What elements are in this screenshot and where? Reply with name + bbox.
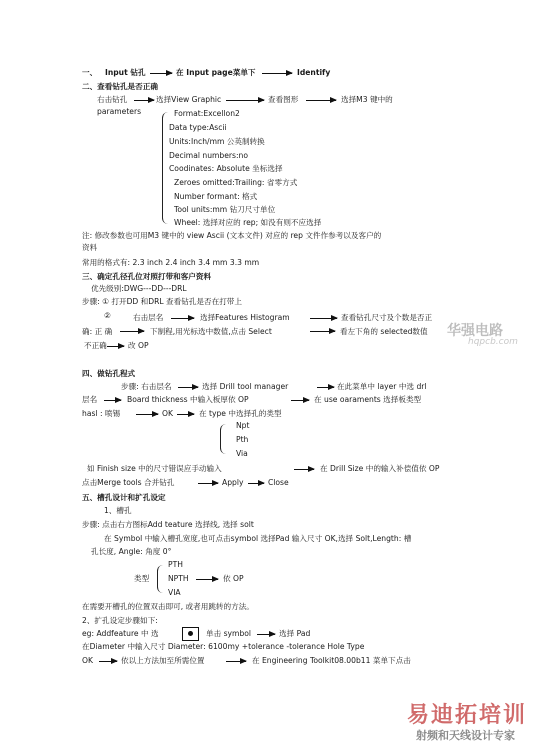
arrow [198, 483, 218, 484]
s3-s2b: 右击层名 [133, 313, 164, 322]
s4-type: Via [236, 449, 248, 458]
s2-item: Zeroes omitted:Trailing: 省零方式 [174, 178, 298, 187]
arrow [262, 73, 292, 74]
arrow [171, 318, 194, 319]
s2-item: Tool units:mm 钻刀尺寸单位 [174, 205, 276, 214]
s4-l3b: OK [162, 409, 173, 418]
arrow [306, 100, 336, 101]
s2-note: 注: 修改参数也可用M3 键中的 view Ascii (文本文件) 对应的 rep 文件作参考以及客户的 [82, 231, 382, 240]
s4-l3c: 在 type 中选择孔的类型 [199, 409, 282, 418]
hqpcb-watermark: 华强电路 [447, 323, 503, 339]
arrow [248, 483, 264, 484]
arrow [291, 400, 309, 401]
arrow [178, 387, 198, 388]
s2-item: Data type:Ascii [169, 123, 227, 132]
s1-page: 在 Input page菜单下 [176, 68, 256, 77]
hqpcb-url-watermark: hqpcb.com [468, 337, 518, 347]
s5-l7a: OK [82, 656, 93, 665]
s5-type: NPTH [168, 574, 189, 583]
arrow [120, 331, 144, 332]
s3-s2c: 选择Features Histogram [200, 313, 290, 322]
arrow [196, 579, 218, 580]
s2-a: 右击钻孔 [97, 95, 128, 104]
s2-item: Wheel: 选择对应的 rep; 如没有则不应选择 [174, 218, 322, 227]
arrow [226, 661, 246, 662]
s3-s2h: 不正确 [84, 341, 107, 350]
arrow [294, 469, 314, 470]
s2-d: 选择M3 键中的 [341, 95, 393, 104]
s5-title: 五、槽孔设计和扩孔设定 [82, 493, 166, 502]
s4-l2a: 层名 [82, 395, 98, 404]
s2-item: Coodinates: Absolute 坐标选择 [169, 164, 283, 173]
s3-s2e: 确: 正 确 [82, 327, 113, 336]
s2-params: parameters [97, 107, 142, 116]
arrow [310, 318, 337, 319]
s2-c: 查看图形 [268, 95, 299, 104]
s4-l1a: 步骤: 右击层名 [121, 382, 172, 391]
s4-l1b: 选择 Drill tool manager [202, 382, 289, 391]
s3-priority: 优先级别:DWG---DD---DRL [91, 284, 187, 293]
s5-typelabel: 类型 [134, 574, 150, 583]
s3-s2i: 改 OP [128, 341, 149, 350]
arrow [310, 331, 335, 332]
arrow [257, 634, 275, 635]
s2-item: Number formant: 格式 [174, 192, 258, 201]
s5-l3: 孔长度, Angle: 角度 0° [91, 547, 172, 556]
arrow [317, 387, 334, 388]
s4-l4a: 如 Finish size 中的尺寸错误应手动输入 [87, 464, 222, 473]
s5-l2: 在 Symbol 中输入槽孔宽度,也可点击symbol 选择Pad 输入尺寸 OK,选择 Solt,Length: 槽 [104, 534, 412, 543]
arrow [99, 661, 117, 662]
s5-l7c: 在 Engineering Toolkit08.00b11 菜单下点击 [252, 656, 411, 665]
s5-opt: 依 OP [223, 574, 244, 583]
s2-item: Format:Excellon2 [174, 109, 240, 118]
s2-note2: 资料 [82, 243, 98, 252]
s4-title: 四、做钻孔程式 [82, 369, 136, 378]
s1-input: Input 钻孔 [105, 68, 146, 77]
arrow [177, 414, 194, 415]
s2-b: 选择View Graphic [156, 95, 222, 104]
edatop-watermark: 易迪拓培训 [407, 703, 528, 728]
s3-s2f: 下制程,用光标选中数值,点击 Select [150, 327, 272, 336]
s4-type: Pth [236, 435, 249, 444]
s3-s2d: 查看钻孔尺寸及个数是否正 [341, 313, 433, 322]
s3-circle2: ② [104, 311, 111, 320]
s2-item: Decimal numbers:no [169, 151, 248, 160]
arrow [226, 100, 264, 101]
pad-symbol-icon [182, 627, 199, 641]
s5-eg3: 选择 Pad [279, 629, 311, 638]
s5-sub2: 2、扩孔设定步骤如下: [82, 616, 158, 625]
s3-title: 三、确定孔径孔位对照打带和客户资料 [82, 272, 212, 281]
s3-step1: 步骤: ① 打开DD 和DRL 查看钻孔是否在打带上 [82, 297, 242, 306]
brace [220, 424, 226, 454]
s5-l7b: 依以上方法加至所需位置 [121, 656, 205, 665]
s1-identify: Identify [297, 68, 331, 77]
s2-common: 常用的格式有: 2.3 inch 2.4 inch 3.4 mm 3.3 mm [82, 258, 260, 267]
s1-num: 一、 [82, 68, 98, 77]
arrow [107, 346, 124, 347]
s5-sub1: 1、槽孔 [104, 506, 132, 515]
s2-item: Units:Inch/mm 公英制转换 [169, 137, 265, 146]
s2-title: 二、查看钻孔是否正确 [82, 82, 158, 91]
arrow [104, 400, 121, 401]
s5-eg1: eg: Addfeature 中 选 [82, 629, 159, 638]
s4-l1c: 在此菜单中 layer 中选 drl [337, 382, 427, 391]
s4-l5a: 点击Merge tools 合并钻孔 [82, 478, 175, 487]
s4-l4b: 在 Drill Size 中的输入补偿值依 OP [320, 464, 440, 473]
s3-s2g: 看左下角的 selected数值 [340, 327, 428, 336]
s4-type: Npt [236, 421, 250, 430]
s4-l2b: Board thickness 中输入板厚依 OP [127, 395, 249, 404]
s4-l5c: Close [268, 478, 289, 487]
s4-l2c: 在 use oaraments 选择板类型 [314, 395, 422, 404]
s5-l6: 在Diameter 中输入尺寸 Diameter: 6100my +tolerance -tolerance Hole Type [82, 642, 365, 651]
s5-step: 步骤: 点击右方图标Add teature 选择线, 选择 solt [82, 520, 254, 529]
s5-l4: 在需要开槽孔的位置双击即可, 或者用跳转的方法。 [82, 602, 254, 611]
edatop-slogan: 射频和天线设计专家 [416, 729, 515, 742]
arrow [136, 414, 158, 415]
brace [162, 112, 168, 224]
arrow [134, 100, 154, 101]
arrow [150, 73, 172, 74]
brace [157, 565, 163, 593]
s4-l5b: Apply [222, 478, 244, 487]
s4-l3a: hasl : 喷锡 [82, 409, 121, 418]
s5-type: PTH [168, 560, 183, 569]
s5-eg2: 单击 symbol [206, 629, 252, 638]
s5-type: VIA [168, 588, 181, 597]
